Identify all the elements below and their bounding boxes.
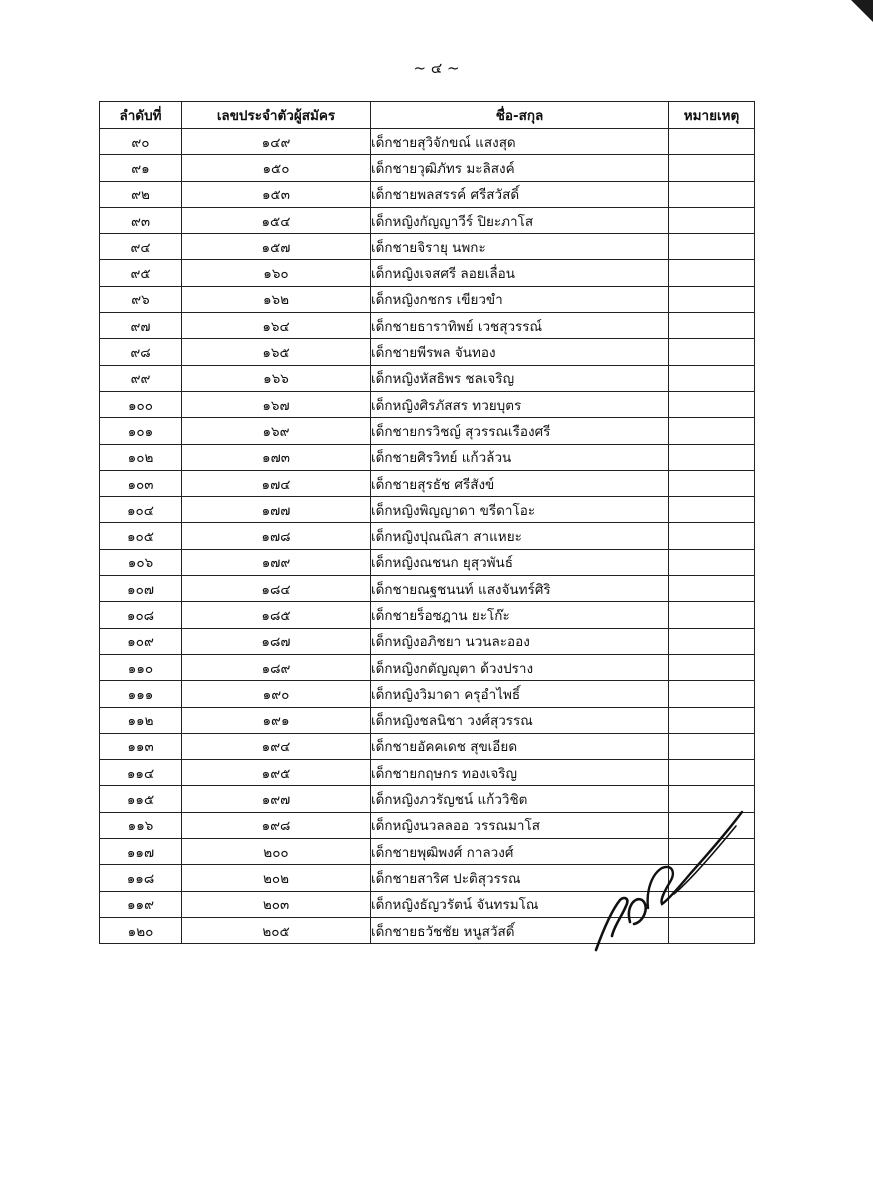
cell-name: เด็กชายร็อซฎาน ยะโก๊ะ xyxy=(371,602,669,628)
cell-name: เด็กชายสุรธัช ศรีสังข์ xyxy=(371,470,669,496)
cell-applicant-id: ๑๙๘ xyxy=(182,812,371,838)
table-row xyxy=(100,628,755,654)
page-number: ~ ๔ ~ xyxy=(413,59,460,77)
table-row xyxy=(100,602,755,628)
cell-name: เด็กหญิงชลนิชา วงศ์สุวรรณ xyxy=(371,707,669,733)
cell-order: ๙๗ xyxy=(100,313,182,339)
table-row xyxy=(100,129,755,155)
table-row xyxy=(100,155,755,181)
cell-name: เด็กหญิงอภิชยา นวนละออง xyxy=(371,628,669,654)
page-corner-mark xyxy=(851,0,873,22)
cell-applicant-id: ๑๖๕ xyxy=(182,339,371,365)
handwritten-signature xyxy=(590,800,750,960)
cell-name: เด็กชายวุฒิภัทร มะลิสงค์ xyxy=(371,155,669,181)
cell-remark xyxy=(669,628,755,654)
cell-name: เด็กชายศิรวิทย์ แก้วล้วน xyxy=(371,444,669,470)
table-row xyxy=(100,760,755,786)
cell-applicant-id: ๒๐๓ xyxy=(182,891,371,917)
cell-applicant-id: ๑๗๔ xyxy=(182,470,371,496)
cell-applicant-id: ๑๙๔ xyxy=(182,733,371,759)
cell-remark xyxy=(669,129,755,155)
cell-name: เด็กหญิงปุณณิสา สาแหยะ xyxy=(371,523,669,549)
cell-name: เด็กชายกฤษกร ทองเจริญ xyxy=(371,760,669,786)
cell-applicant-id: ๑๘๗ xyxy=(182,628,371,654)
cell-remark xyxy=(669,234,755,260)
cell-applicant-id: ๒๐๒ xyxy=(182,865,371,891)
cell-order: ๑๐๗ xyxy=(100,576,182,602)
cell-order: ๑๒๐ xyxy=(100,917,182,943)
cell-order: ๑๐๒ xyxy=(100,444,182,470)
table-row xyxy=(100,181,755,207)
cell-name: เด็กชายสุวิจักขณ์ แสงสุด xyxy=(371,129,669,155)
table-header-row xyxy=(100,102,755,129)
cell-remark xyxy=(669,733,755,759)
cell-order: ๑๑๕ xyxy=(100,786,182,812)
cell-remark xyxy=(669,155,755,181)
cell-name: เด็กชายธวัชชัย หนูสวัสดิ์ xyxy=(371,917,669,943)
cell-applicant-id: ๑๕๗ xyxy=(182,234,371,260)
table-row xyxy=(100,523,755,549)
cell-order: ๑๐๐ xyxy=(100,391,182,417)
cell-applicant-id: ๑๖๖ xyxy=(182,365,371,391)
cell-name: เด็กชายพุฒิพงศ์ กาลวงศ์ xyxy=(371,839,669,865)
cell-applicant-id: ๑๙๕ xyxy=(182,760,371,786)
cell-order: ๑๐๑ xyxy=(100,418,182,444)
table-row xyxy=(100,470,755,496)
table-row xyxy=(100,444,755,470)
header-applicant-id: เลขประจำตัวผู้สมัคร xyxy=(182,102,371,129)
cell-remark xyxy=(669,207,755,233)
cell-order: ๙๐ xyxy=(100,129,182,155)
cell-remark xyxy=(669,286,755,312)
cell-order: ๙๑ xyxy=(100,155,182,181)
cell-name: เด็กหญิงเจสศรี ลอยเลื่อน xyxy=(371,260,669,286)
cell-order: ๙๙ xyxy=(100,365,182,391)
cell-order: ๙๒ xyxy=(100,181,182,207)
cell-order: ๑๐๖ xyxy=(100,549,182,575)
cell-order: ๙๘ xyxy=(100,339,182,365)
cell-order: ๑๑๖ xyxy=(100,812,182,838)
table-row xyxy=(100,654,755,680)
cell-remark xyxy=(669,523,755,549)
cell-remark xyxy=(669,260,755,286)
table-row xyxy=(100,707,755,733)
header-remark: หมายเหตุ xyxy=(669,102,755,129)
table-row xyxy=(100,391,755,417)
cell-applicant-id: ๑๗๘ xyxy=(182,523,371,549)
table-row xyxy=(100,576,755,602)
cell-name: เด็กหญิงกัญญาวีร์ ปิยะภาโส xyxy=(371,207,669,233)
cell-applicant-id: ๑๖๙ xyxy=(182,418,371,444)
cell-name: เด็กหญิงพิญญาดา ขรีดาโอะ xyxy=(371,497,669,523)
cell-order: ๑๑๑ xyxy=(100,681,182,707)
cell-remark xyxy=(669,681,755,707)
table-row xyxy=(100,286,755,312)
cell-order: ๑๑๘ xyxy=(100,865,182,891)
cell-applicant-id: ๑๖๗ xyxy=(182,391,371,417)
cell-applicant-id: ๑๕๓ xyxy=(182,181,371,207)
cell-name: เด็กชายธาราทิพย์ เวชสุวรรณ์ xyxy=(371,313,669,339)
table-row xyxy=(100,260,755,286)
cell-name: เด็กชายอัคคเดช สุขเอียด xyxy=(371,733,669,759)
cell-name: เด็กหญิงวิมาดา ครุอำไพธิ์ xyxy=(371,681,669,707)
table-row xyxy=(100,339,755,365)
cell-order: ๑๑๗ xyxy=(100,839,182,865)
cell-remark xyxy=(669,313,755,339)
cell-name: เด็กชายสาริศ ปะติสุวรรณ xyxy=(371,865,669,891)
cell-name: เด็กหญิงภวรัญชน์ แก้ววิชิต xyxy=(371,786,669,812)
cell-applicant-id: ๑๖๒ xyxy=(182,286,371,312)
cell-remark xyxy=(669,181,755,207)
cell-name: เด็กหญิงณชนก ยุสุวพันธ์ xyxy=(371,549,669,575)
cell-applicant-id: ๑๕๔ xyxy=(182,207,371,233)
cell-name: เด็กชายจิรายุ นพกะ xyxy=(371,234,669,260)
cell-name: เด็กชายกรวิชญ์ สุวรรณเรืองศรี xyxy=(371,418,669,444)
cell-name: เด็กชายพลสรรค์ ศรีสวัสดิ์ xyxy=(371,181,669,207)
cell-order: ๙๖ xyxy=(100,286,182,312)
cell-order: ๑๐๕ xyxy=(100,523,182,549)
table-row xyxy=(100,497,755,523)
cell-applicant-id: ๑๖๔ xyxy=(182,313,371,339)
cell-name: เด็กหญิงกชกร เขียวขำ xyxy=(371,286,669,312)
cell-applicant-id: ๒๐๐ xyxy=(182,839,371,865)
cell-remark xyxy=(669,602,755,628)
table-row xyxy=(100,313,755,339)
cell-name: เด็กหญิงธัญวรัตน์ จันทรมโณ xyxy=(371,891,669,917)
cell-name: เด็กชายณฐชนนท์ แสงจันทร์ศิริ xyxy=(371,576,669,602)
table-row xyxy=(100,234,755,260)
cell-remark xyxy=(669,365,755,391)
cell-name: เด็กหญิงศิรภัสสร ทวยบุตร xyxy=(371,391,669,417)
table-row xyxy=(100,733,755,759)
cell-applicant-id: ๑๗๓ xyxy=(182,444,371,470)
table-row xyxy=(100,207,755,233)
cell-applicant-id: ๑๘๙ xyxy=(182,654,371,680)
cell-order: ๑๑๐ xyxy=(100,654,182,680)
cell-name: เด็กชายพีรพล จันทอง xyxy=(371,339,669,365)
cell-order: ๑๐๔ xyxy=(100,497,182,523)
cell-remark xyxy=(669,497,755,523)
header-name: ชื่อ-สกุล xyxy=(371,102,669,129)
cell-applicant-id: ๒๐๕ xyxy=(182,917,371,943)
cell-applicant-id: ๑๙๑ xyxy=(182,707,371,733)
cell-applicant-id: ๑๗๗ xyxy=(182,497,371,523)
cell-applicant-id: ๑๙๗ xyxy=(182,786,371,812)
cell-name: เด็กหญิงหัสธิพร ชลเจริญ xyxy=(371,365,669,391)
cell-remark xyxy=(669,576,755,602)
cell-order: ๑๑๔ xyxy=(100,760,182,786)
cell-remark xyxy=(669,707,755,733)
header-order: ลำดับที่ xyxy=(100,102,182,129)
cell-order: ๑๑๒ xyxy=(100,707,182,733)
table-row xyxy=(100,549,755,575)
cell-applicant-id: ๑๗๙ xyxy=(182,549,371,575)
cell-applicant-id: ๑๘๔ xyxy=(182,576,371,602)
cell-applicant-id: ๑๔๙ xyxy=(182,129,371,155)
cell-order: ๑๐๙ xyxy=(100,628,182,654)
cell-applicant-id: ๑๙๐ xyxy=(182,681,371,707)
cell-order: ๑๑๓ xyxy=(100,733,182,759)
cell-order: ๙๕ xyxy=(100,260,182,286)
cell-applicant-id: ๑๘๕ xyxy=(182,602,371,628)
cell-name: เด็กหญิงกตัญญุตา ด้วงปราง xyxy=(371,654,669,680)
cell-name: เด็กหญิงนวลลออ วรรณมาโส xyxy=(371,812,669,838)
table-row xyxy=(100,365,755,391)
table-row xyxy=(100,681,755,707)
cell-remark xyxy=(669,470,755,496)
cell-order: ๑๑๙ xyxy=(100,891,182,917)
cell-order: ๑๐๘ xyxy=(100,602,182,628)
cell-remark xyxy=(669,391,755,417)
cell-order: ๑๐๓ xyxy=(100,470,182,496)
cell-remark xyxy=(669,654,755,680)
table-row xyxy=(100,418,755,444)
cell-remark xyxy=(669,760,755,786)
cell-order: ๙๔ xyxy=(100,234,182,260)
cell-order: ๙๓ xyxy=(100,207,182,233)
cell-applicant-id: ๑๖๐ xyxy=(182,260,371,286)
cell-remark xyxy=(669,549,755,575)
cell-applicant-id: ๑๕๐ xyxy=(182,155,371,181)
cell-remark xyxy=(669,444,755,470)
cell-remark xyxy=(669,339,755,365)
cell-remark xyxy=(669,418,755,444)
